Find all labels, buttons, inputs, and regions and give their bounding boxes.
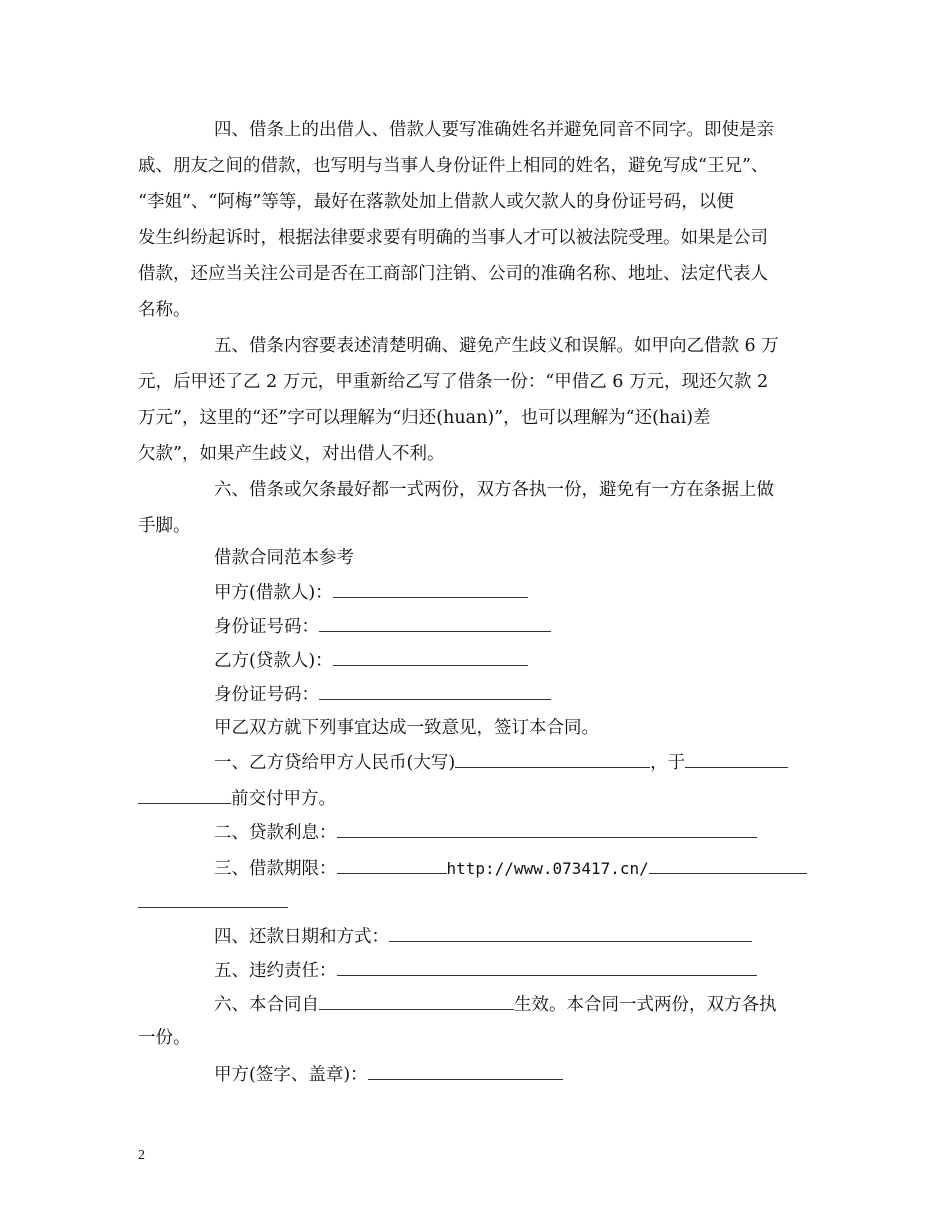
- clause2-blank: [337, 820, 757, 838]
- page-number: 2: [138, 1148, 145, 1163]
- clause1-date-blank2: [138, 786, 231, 804]
- clause4-blank: [389, 924, 752, 942]
- clause1-row2: [138, 786, 336, 811]
- para6-line2: 手脚。: [138, 516, 191, 536]
- clause2-label: 二、贷款利息：: [214, 823, 337, 843]
- para5-line4: 欠款”，如果产生歧义，对出借人不利。: [138, 444, 445, 464]
- id-b-row: [214, 682, 551, 707]
- clause5-blank: [337, 958, 757, 976]
- clause3-blank-b: [649, 856, 807, 874]
- clause1-amount-blank: [455, 750, 650, 768]
- para4-line3: “李姐”、“阿梅”等等，最好在落款处加上借款人或欠款人的身份证号码，以便: [138, 192, 734, 212]
- para4-line5: 借款，还应当关注公司是否在工商部门注销、公司的准确名称、地址、法定代表人: [138, 264, 768, 284]
- clause3-blank-c: [138, 890, 288, 908]
- agreement-text: 甲乙双方就下列事宜达成一致意见，签订本合同。: [214, 718, 599, 738]
- para5-line3: 万元”，这里的“还”字可以理解为“归还(huan)”，也可以理解为“还(hai)差: [138, 408, 711, 428]
- clause1-date-blank: [685, 750, 788, 768]
- para4-line1: 四、借条上的出借人、借款人要写准确姓名并避免同音不同字。即使是亲: [214, 120, 774, 140]
- clause6-text: 生效。本合同一式两份，双方各执: [514, 995, 777, 1015]
- para6-line1: 六、借条或欠条最好都一式两份，双方各执一份，避免有一方在条据上做: [214, 480, 774, 500]
- clause3-blank-a: [337, 856, 447, 874]
- clause5-row: [214, 958, 757, 983]
- clause1-row: [214, 750, 788, 775]
- clause4-label: 四、还款日期和方式：: [214, 927, 389, 947]
- sign-a-row: [214, 1062, 563, 1087]
- clause6-row2: 一份。: [138, 1028, 191, 1048]
- party-a-row: [214, 580, 528, 605]
- clause3-row: [214, 856, 807, 881]
- para4-line2: 戚、朋友之间的借款，也写明与当事人身份证件上相同的姓名，避免写成“王兄”、: [138, 156, 769, 176]
- para5-line1: 五、借条内容要表述清楚明确、避免产生歧义和误解。如甲向乙借款 6 万: [214, 336, 779, 356]
- clause3-label: 三、借款期限：: [214, 859, 337, 879]
- clause1-mid: ，于: [650, 753, 686, 773]
- clause6-blank: [319, 992, 514, 1010]
- clause4-row: [214, 924, 752, 949]
- party-a-label: 甲方(借款人)：: [214, 583, 333, 603]
- id-a-label: 身份证号码：: [214, 617, 319, 637]
- clause6-row: [214, 992, 777, 1017]
- clause1-tail: 前交付甲方。: [231, 789, 336, 809]
- id-a-blank: [319, 614, 551, 632]
- party-b-blank: [333, 648, 528, 666]
- clause6-label: 六、本合同自: [214, 995, 319, 1015]
- party-a-blank: [333, 580, 528, 598]
- para4-line6: 名称。: [138, 300, 191, 320]
- id-a-row: [214, 614, 551, 639]
- party-b-label: 乙方(贷款人)：: [214, 651, 333, 671]
- para5-line2: 元，后甲还了乙 2 万元，甲重新给乙写了借条一份：“甲借乙 6 万元，现还欠款 2: [138, 372, 769, 392]
- clause1-label: 一、乙方贷给甲方人民币(大写): [214, 753, 456, 773]
- clause3-row2: [138, 890, 288, 915]
- para4-line4: 发生纠纷起诉时，根据法律要求要有明确的当事人才可以被法院受理。如果是公司: [138, 228, 768, 248]
- sign-a-label: 甲方(签字、盖章)：: [214, 1065, 368, 1085]
- contract-title: 借款合同范本参考: [214, 548, 354, 568]
- sign-a-blank: [368, 1062, 563, 1080]
- id-b-label: 身份证号码：: [214, 685, 319, 705]
- clause3-url: http://www.073417.cn/: [446, 859, 649, 878]
- clause2-row: [214, 820, 757, 845]
- id-b-blank: [319, 682, 551, 700]
- clause5-label: 五、违约责任：: [214, 961, 337, 981]
- party-b-row: [214, 648, 528, 673]
